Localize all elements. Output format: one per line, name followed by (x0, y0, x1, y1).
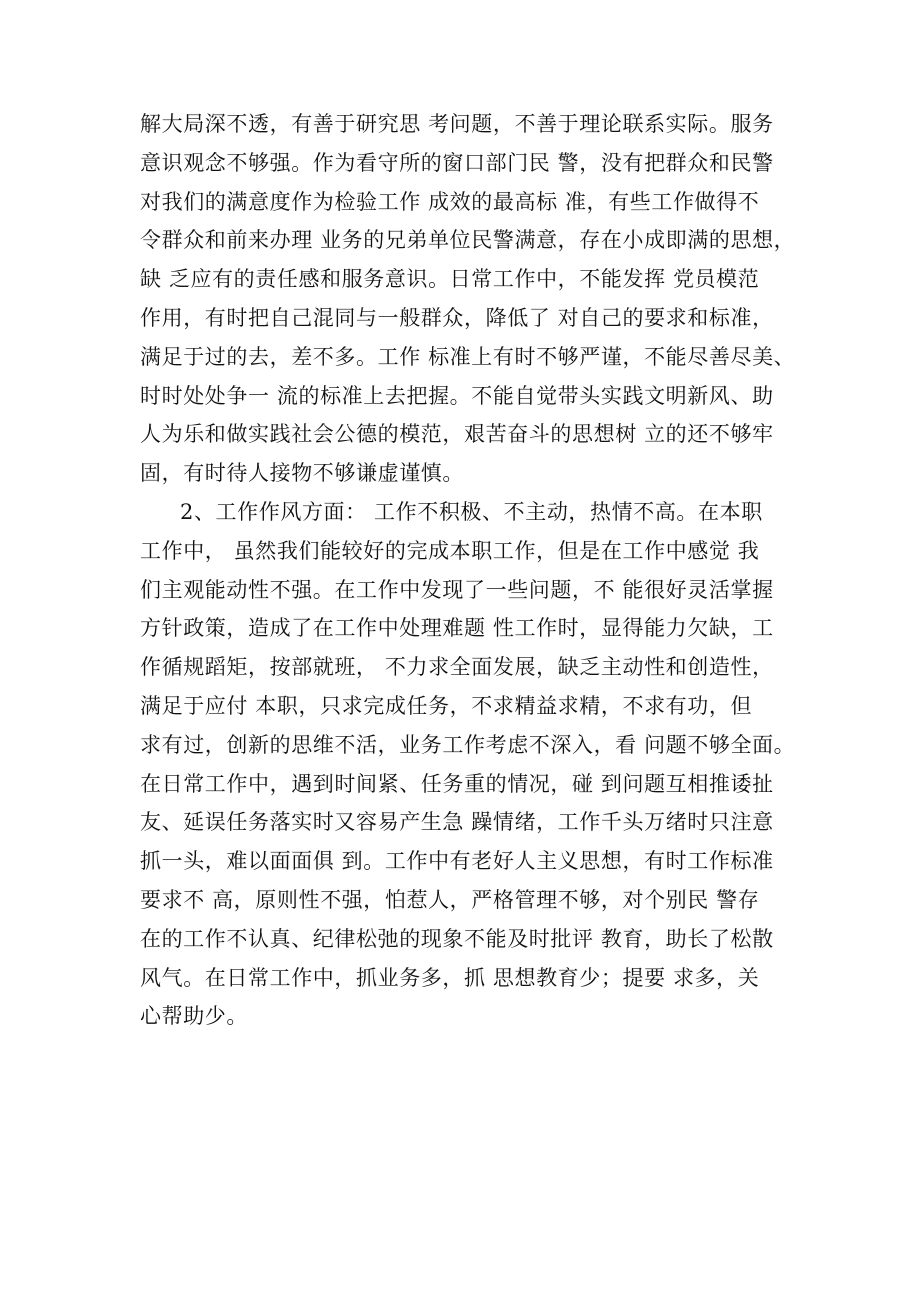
paragraph-line: 工作中， 虽然我们能较好的完成本职工作，但是在工作中感觉 我 (140, 538, 760, 563)
paragraph-line: 方针政策，造成了在工作中处理难题 性工作时，显得能力欠缺，工 (140, 616, 774, 641)
paragraph-line: 2、工作作风方面： 工作不积极、不主动，热情不高。在本职 (180, 499, 763, 524)
paragraph-line: 满足于应付 本职，只求完成任务，不求精益求精，不求有功，但 (140, 693, 753, 718)
paragraph-line: 在的工作不认真、纪律松弛的现象不能及时批评 教育，助长了松散 (140, 926, 774, 951)
paragraph-1 (140, 105, 810, 493)
paragraph-line: 在日常工作中，遇到时间紧、任务重的情况，碰 到问题互相推诿扯 (140, 771, 774, 796)
paragraph-line: 心帮助少。 (140, 1004, 248, 1029)
paragraph-line: 抓一头，难以面面俱 到。工作中有老好人主义思想，有时工作标准 (140, 849, 774, 874)
paragraph-line: 意识观念不够强。作为看守所的窗口部门民 警，没有把群众和民警 (140, 150, 774, 175)
paragraph-line: 时时处处争一 流的标准上去把握。不能自觉带头实践文明新风、助 (140, 383, 774, 408)
paragraph-line: 固，有时待人接物不够谦虚谨慎。 (140, 461, 464, 486)
paragraph-line: 对我们的满意度作为检验工作 成效的最高标 准，有些工作做得不 (140, 189, 760, 214)
paragraph-line: 解大局深不透，有善于研究思 考问题，不善于理论联系实际。服务 (140, 112, 774, 136)
paragraph-line: 令群众和前来办理 业务的兄弟单位民警满意，存在小成即满的思想， (140, 228, 796, 253)
paragraph-2 (140, 493, 810, 1036)
paragraph-line: 作循规蹈矩，按部就班， 不力求全面发展，缺乏主动性和创造性， (140, 655, 774, 680)
paragraph-line: 风气。在日常工作中，抓业务多，抓 思想教育少；提要 求多，关 (140, 965, 760, 990)
paragraph-line: 求有过，创新的思维不活，业务工作考虑不深入，看 问题不够全面。 (140, 732, 796, 757)
paragraph-line: 满足于过的去，差不多。工作 标准上有时不够严谨，不能尽善尽美、 (140, 344, 796, 369)
paragraph-line: 人为乐和做实践社会公德的模范，艰苦奋斗的思想树 立的还不够牢 (140, 422, 774, 447)
paragraph-line: 要求不 高，原则性不强，怕惹人，严格管理不够，对个别民 警存 (140, 887, 760, 912)
paragraph-line: 们主观能动性不强。在工作中发现了一些问题，不 能很好灵活掌握 (140, 577, 774, 602)
paragraph-line: 缺 乏应有的责任感和服务意识。日常工作中，不能发挥 党员模范 (140, 267, 760, 292)
paragraph-line: 友、延误任务落实时又容易产生急 躁情绪，工作千头万绪时只注意 (140, 810, 774, 835)
document-body (140, 105, 810, 1036)
paragraph-line: 作用，有时把自己混同与一般群众，降低了 对自己的要求和标准， (140, 305, 774, 330)
